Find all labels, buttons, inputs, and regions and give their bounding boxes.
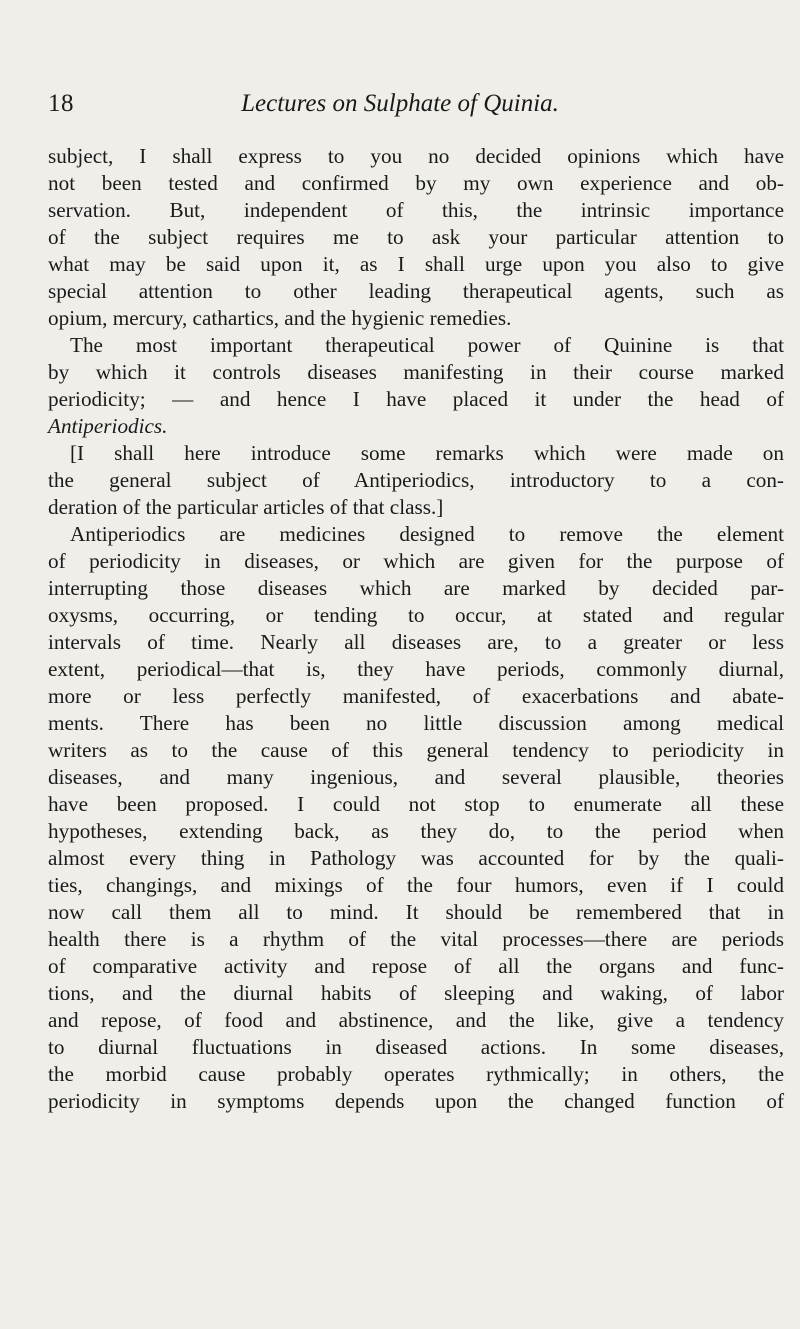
text-line: The most important therapeutical power of Quinine is that [70, 333, 784, 357]
text-line: not been tested and confirmed by my own experience and ob- [48, 171, 784, 195]
text-line: to diurnal fluctuations in diseased actions. In some diseases, [48, 1035, 784, 1059]
text-line: writers as to the cause of this general tendency to periodicity in [48, 738, 784, 762]
text-line: of the subject requires me to ask your particular attention to [48, 225, 784, 249]
text-line: opium, mercury, cathartics, and the hygienic remedies. [48, 306, 512, 330]
text-line: the general subject of Antiperiodics, introductory to a con- [48, 468, 784, 492]
page-header [0, 90, 800, 130]
text-line: extent, periodical—that is, they have periods, commonly diurnal, [48, 657, 784, 681]
text-line: intervals of time. Nearly all diseases are, to a greater or less [48, 630, 784, 654]
text-line: [I shall here introduce some remarks which were made on [70, 441, 784, 465]
text-line: subject, I shall express to you no decided opinions which have [48, 144, 784, 168]
text-line: diseases, and many ingenious, and several plausible, theories [48, 765, 784, 789]
text-line: what may be said upon it, as I shall urge upon you also to give [48, 252, 784, 276]
running-title: Lectures on Sulphate of Quinia. [241, 90, 559, 117]
text-line: servation. But, independent of this, the intrinsic importance [48, 198, 784, 222]
text-line: oxysms, occurring, or tending to occur, at stated and regular [48, 603, 784, 627]
text-line: almost every thing in Pathology was accounted for by the quali- [48, 846, 784, 870]
text-line: tions, and the diurnal habits of sleeping and waking, of labor [48, 981, 784, 1005]
page-number: 18 [48, 90, 74, 117]
text-line: more or less perfectly manifested, of exacerbations and abate- [48, 684, 784, 708]
text-line: ments. There has been no little discussion among medical [48, 711, 784, 735]
text-line: health there is a rhythm of the vital processes—there are periods [48, 927, 784, 951]
text-line: deration of the particular articles of that class.] [48, 495, 444, 519]
text-line: of periodicity in diseases, or which are given for the purpose of [48, 549, 784, 573]
text-line: now call them all to mind. It should be remembered that in [48, 900, 784, 924]
text-line: special attention to other leading therapeutical agents, such as [48, 279, 784, 303]
text-line: Antiperiodics. [48, 414, 168, 438]
text-line: the morbid cause probably operates rythmically; in others, the [48, 1062, 784, 1086]
text-line: periodicity; — and hence I have placed it under the head of [48, 387, 784, 411]
text-line: periodicity in symptoms depends upon the changed function of [48, 1089, 784, 1113]
body-text [48, 143, 784, 1115]
text-line: Antiperiodics are medicines designed to remove the element [70, 522, 784, 546]
text-line: interrupting those diseases which are marked by decided par- [48, 576, 784, 600]
text-line: ties, changings, and mixings of the four humors, even if I could [48, 873, 784, 897]
text-line: of comparative activity and repose of all the organs and func- [48, 954, 784, 978]
text-line: have been proposed. I could not stop to enumerate all these [48, 792, 784, 816]
text-line: by which it controls diseases manifesting in their course marked [48, 360, 784, 384]
text-line: and repose, of food and abstinence, and the like, give a tendency [48, 1008, 784, 1032]
text-line: hypotheses, extending back, as they do, to the period when [48, 819, 784, 843]
